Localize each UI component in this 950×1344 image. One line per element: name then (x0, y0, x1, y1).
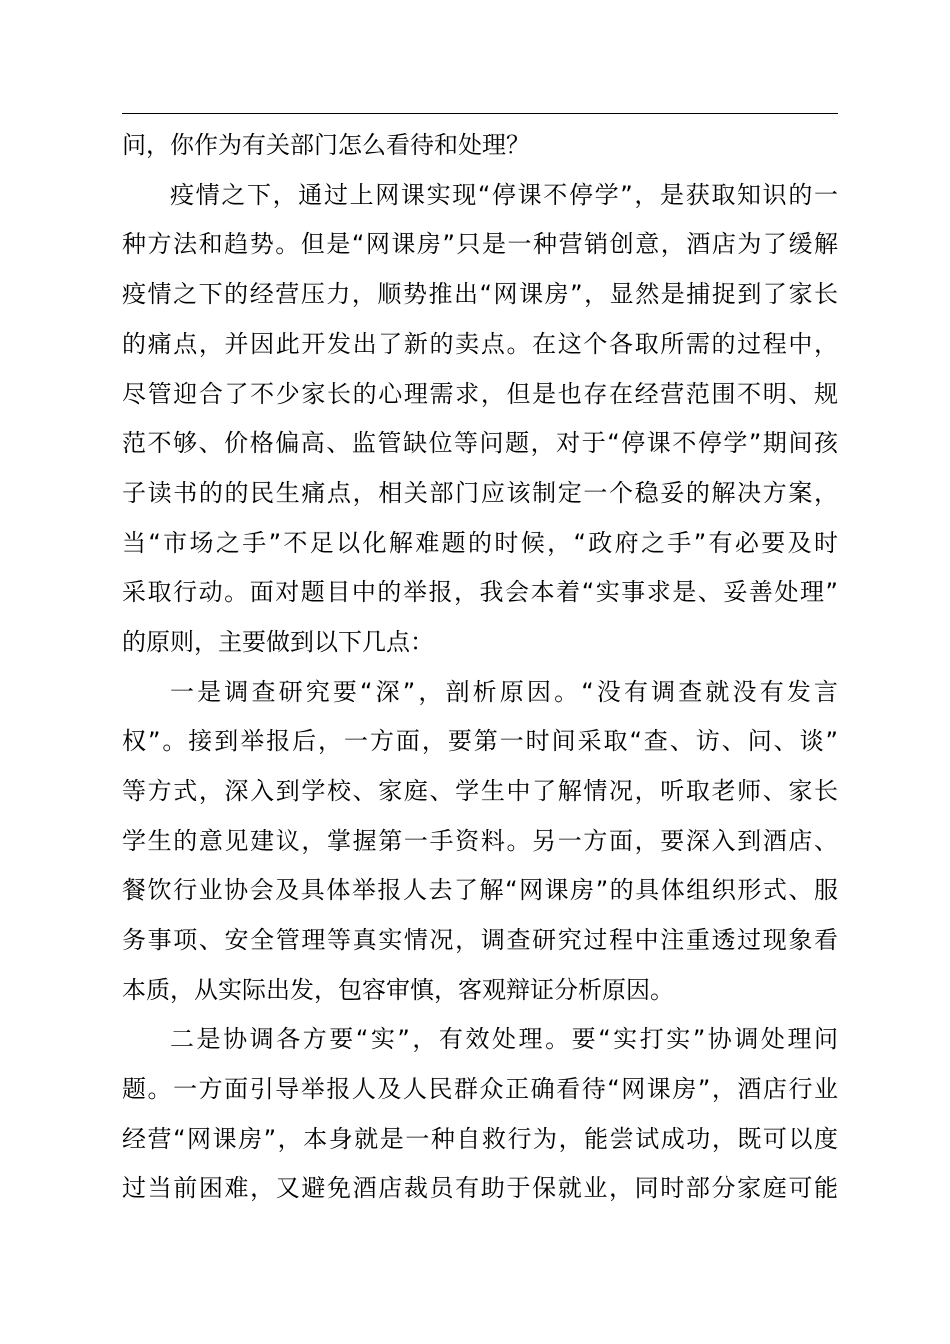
text-line: 等方式，深入到学校、家庭、学生中了解情况，听取老师、家长 (122, 777, 838, 805)
text-line: 权”。接到举报后，一方面，要第一时间采取“查、访、问、谈” (122, 727, 838, 755)
paragraph-first-line: 二是协调各方要“实”，有效处理。要“实打实”协调处理问 (170, 1025, 838, 1053)
text-line: 采取行动。面对题目中的举报，我会本着“实事求是、妥善处理” (122, 578, 838, 606)
text-line: 种方法和趋势。但是“网课房”只是一种营销创意，酒店为了缓解 (122, 230, 838, 258)
header-rule (122, 113, 838, 114)
paragraph-first-line: 疫情之下，通过上网课实现“停课不停学”，是获取知识的一 (170, 181, 838, 209)
text-line: 务事项、安全管理等真实情况，调查研究过程中注重透过现象看 (122, 926, 838, 954)
text-line: 经营“网课房”，本身就是一种自救行为，能尝试成功，既可以度 (122, 1125, 838, 1153)
text-line: 题。一方面引导举报人及人民群众正确看待“网课房”，酒店行业 (122, 1075, 838, 1103)
text-line: 学生的意见建议，掌握第一手资料。另一方面，要深入到酒店、 (122, 827, 838, 855)
text-line: 疫情之下的经营压力，顺势推出“网课房”，显然是捕捉到了家长 (122, 280, 838, 308)
text-line: 子读书的的民生痛点，相关部门应该制定一个稳妥的解决方案， (122, 479, 838, 507)
text-line: 本质，从实际出发，包容审慎，客观辩证分析原因。 (122, 976, 674, 1004)
text-line: 的原则，主要做到以下几点： (122, 628, 434, 656)
text-line: 尽管迎合了不少家长的心理需求，但是也存在经营范围不明、规 (122, 380, 838, 408)
text-line: 问，你作为有关部门怎么看待和处理？ (122, 131, 530, 159)
text-line: 餐饮行业协会及具体举报人去了解“网课房”的具体组织形式、服 (122, 876, 838, 904)
text-line: 当“市场之手”不足以化解难题的时候，“政府之手”有必要及时 (122, 529, 838, 557)
paragraph-first-line: 一是调查研究要“深”，剖析原因。“没有调查就没有发言 (170, 678, 838, 706)
text-line: 的痛点，并因此开发出了新的卖点。在这个各取所需的过程中， (122, 330, 838, 358)
text-line: 过当前困难，又避免酒店裁员有助于保就业，同时部分家庭可能 (122, 1174, 838, 1202)
text-line: 范不够、价格偏高、监管缺位等问题，对于“停课不停学”期间孩 (122, 429, 838, 457)
